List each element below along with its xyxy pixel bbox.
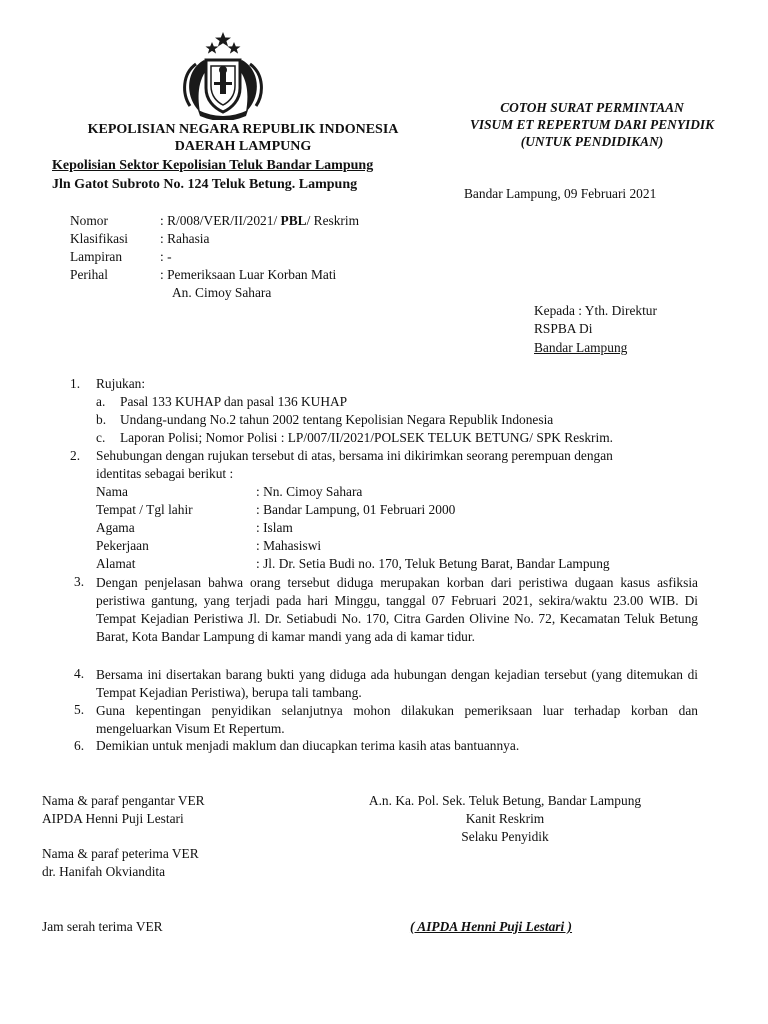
nomor-value-b: PBL [280, 213, 307, 228]
penerima-name: dr. Hanifah Okviandita [42, 864, 166, 879]
item-2-line2: identitas sebagai berikut : [96, 466, 234, 481]
signatory-name: ( AIPDA Henni Puji Lestari ) [409, 919, 573, 934]
perihal-value-2: An. Cimoy Sahara [172, 285, 272, 300]
org-sector: Kepolisian Sektor Kepolisian Teluk Bandar Lampung [52, 158, 374, 173]
sub-c-mark: c. [96, 430, 106, 445]
sub-a-mark: a. [96, 394, 106, 409]
nomor-value-c: / Reskrim [306, 213, 360, 228]
identity-value: : Bandar Lampung, 01 Februari 2000 [256, 502, 456, 517]
item-5-text: Guna kepentingan penyidikan selanjutnya mohon dilakukan pemeriksaan luar terhadap korban dan mengeluarkan Visum Et Repertum. [96, 703, 698, 736]
item-6-text: Demikian untuk menjadi maklum dan diucapkan terima kasih atas bantuannya. [96, 738, 520, 753]
identity-label: Nama [96, 484, 128, 499]
place-date: Bandar Lampung, 09 Februari 2021 [464, 186, 657, 201]
nomor-value-a: : R/008/VER/II/2021/ [160, 213, 281, 228]
identity-label: Agama [96, 520, 135, 535]
doc-title-line3: (UNTUK PENDIDIKAN) [520, 134, 664, 149]
identity-value: : Jl. Dr. Setia Budi no. 170, Teluk Betung Barat, Bandar Lampung [256, 556, 610, 571]
item-number-5: 5. [74, 702, 85, 717]
lampiran-value: : - [160, 249, 172, 264]
org-address: Jln Gatot Subroto No. 124 Teluk Betung. Lampung [52, 177, 358, 192]
identity-value: : Islam [256, 520, 293, 535]
recipient-line3: Bandar Lampung [534, 340, 628, 355]
identity-label: Alamat [96, 556, 136, 571]
item-number-2: 2. [70, 448, 81, 463]
klasifikasi-value: : Rahasia [160, 231, 210, 246]
sub-a-text: Pasal 133 KUHAP dan pasal 136 KUHAP [120, 394, 348, 409]
perihal-value: : Pemeriksaan Luar Korban Mati [160, 267, 337, 282]
sub-b-mark: b. [96, 412, 107, 427]
sub-b-text: Undang-undang No.2 tahun 2002 tentang Kepolisian Negara Republik Indonesia [120, 412, 554, 427]
jam-serah-label: Jam serah terima VER [42, 919, 163, 934]
identity-value: : Mahasiswi [256, 538, 322, 553]
signatory-line1: A.n. Ka. Pol. Sek. Teluk Betung, Bandar Lampung [368, 793, 642, 808]
item-number-6: 6. [74, 738, 85, 753]
doc-title-line1: COTOH SURAT PERMINTAAN [500, 100, 684, 115]
signatory-line2: Kanit Reskrim [465, 811, 545, 826]
recipient-line2: RSPBA Di [534, 321, 593, 336]
nomor-value [160, 213, 359, 229]
identity-value: : Nn. Cimoy Sahara [256, 484, 363, 499]
item-number-1: 1. [70, 376, 81, 391]
item-4-text: Bersama ini disertakan barang bukti yang diduga ada hubungan dengan kejadian tersebut (yang ditemukan di Tempat Kejadian Peristiwa), berupa tali tambang. [96, 667, 698, 700]
perihal-label: Perihal [70, 267, 108, 282]
signatory-line3: Selaku Penyidik [461, 829, 549, 844]
recipient-line1: Kepada : Yth. Direktur [534, 303, 657, 318]
klasifikasi-label: Klasifikasi [70, 231, 129, 246]
org-region: DAERAH LAMPUNG [174, 139, 312, 154]
item-number-4: 4. [74, 666, 85, 681]
identity-label: Tempat / Tgl lahir [96, 502, 193, 517]
pengantar-label: Nama & paraf pengantar VER [42, 793, 205, 808]
penerima-label: Nama & paraf peterima VER [42, 846, 199, 861]
sub-c-text: Laporan Polisi; Nomor Polisi : LP/007/II/2021/POLSEK TELUK BETUNG/ SPK Reskrim. [120, 430, 613, 445]
org-name: KEPOLISIAN NEGARA REPUBLIK INDONESIA [87, 122, 399, 137]
police-emblem-icon [176, 30, 270, 120]
doc-title-line2: VISUM ET REPERTUM DARI PENYIDIK [469, 117, 715, 132]
item-3-text: Dengan penjelasan bahwa orang tersebut diduga merupakan korban dari peristiwa dugaan kasus asfiksia peristiwa gantung, yang terjadi pada hari Minggu, tanggal 07 Februari 2021, sekira/waktu 23.00 WIB. Di Tempat Kejadian Peristiwa Jl. Dr. Setiabudi No. 170, Citra Garden Olivine No. 72, Kecamatan Teluk Betung Barat, Kota Bandar Lampung di kamar mandi yang ada di kamar tidur. [96, 575, 698, 644]
pengantar-name: AIPDA Henni Puji Lestari [42, 811, 184, 826]
lampiran-label: Lampiran [70, 249, 123, 264]
identity-label: Pekerjaan [96, 538, 149, 553]
item-2-line1: Sehubungan dengan rujukan tersebut di atas, bersama ini dikirimkan seorang perempuan dengan [96, 448, 613, 463]
nomor-label: Nomor [70, 213, 108, 228]
rujukan-label: Rujukan: [96, 376, 146, 391]
item-number-3: 3. [74, 574, 85, 589]
